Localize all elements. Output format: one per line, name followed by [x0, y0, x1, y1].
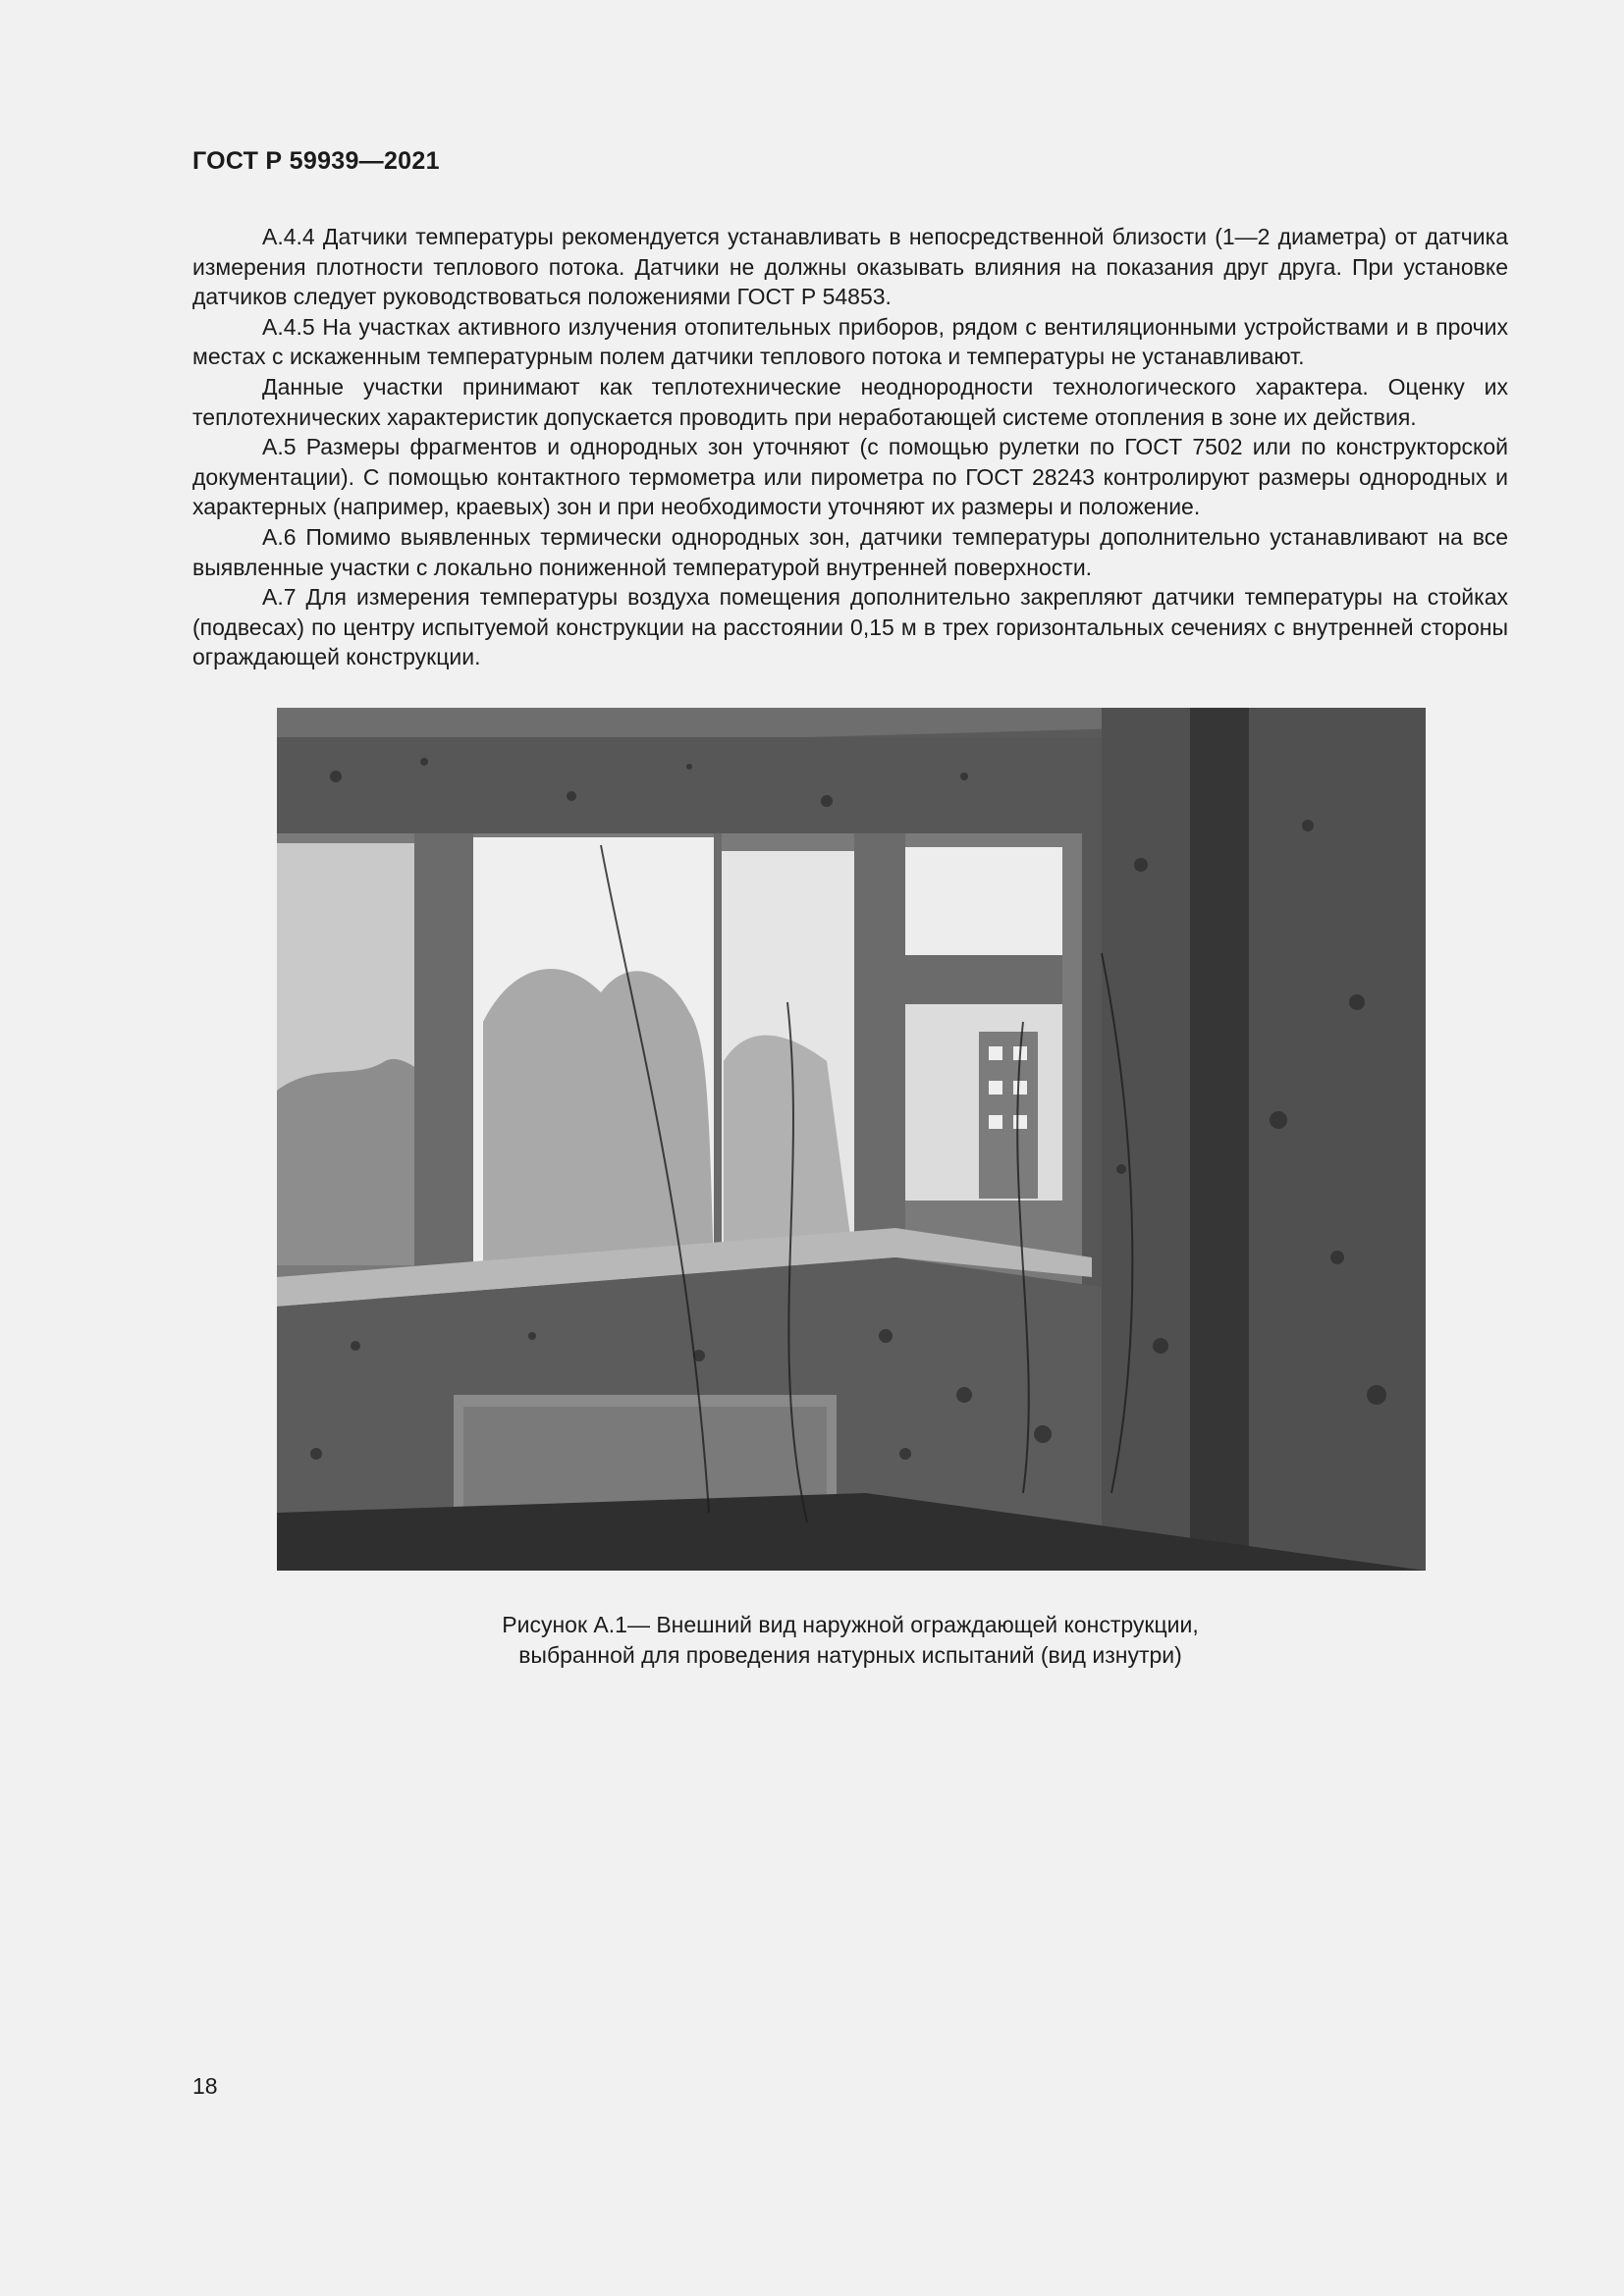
paragraph-a-4-4: А.4.4 Датчики температуры рекомендуется устанавливать в непосредственной близости (1—2 диаметра) от датчика измерения плотности теплового потока. Датчики не должны оказывать влияния на показания друг друга. При установке датчиков следует руководствоваться положениями ГОСТ Р 54853.: [192, 224, 1508, 310]
paragraph-a-7: А.7 Для измерения температуры воздуха помещения дополнительно закрепляют датчики температуры на стойках (подвесах) по центру испытуемой конструкции на расстоянии 0,15 м в трех горизонтальных сечениях с внутренней стороны ограждающей конструкции.: [192, 584, 1508, 670]
body-text: [192, 222, 1508, 672]
caption-line-1: Рисунок А.1— Внешний вид наружной ограждающей конструкции,: [502, 1612, 1199, 1637]
paragraph-inhomogeneity: Данные участки принимают как теплотехнические неоднородности технологического характера. Оценку их теплотехнических характеристик допускается проводить при неработающей системе отопления в зоне их действия.: [192, 373, 1508, 430]
figure-photo: [277, 708, 1426, 1571]
figure-caption: [192, 1610, 1508, 1671]
paragraph-a-6: А.6 Помимо выявленных термически однородных зон, датчики температуры дополнительно устанавливают на все выявленные участки с локально пониженной температурой внутренней поверхности.: [192, 523, 1508, 580]
caption-line-2: выбранной для проведения натурных испытаний (вид изнутри): [518, 1642, 1182, 1668]
room-interior-photo: [277, 708, 1426, 1571]
paragraph-a-4-5: А.4.5 На участках активного излучения отопительных приборов, рядом с вентиляционными устройствами и в прочих местах с искаженным температурным полем датчики теплового потока и температуры не устанавливают.: [192, 313, 1508, 370]
paragraph-a-5: А.5 Размеры фрагментов и однородных зон уточняют (с помощью рулетки по ГОСТ 7502 или по конструкторской документации). С помощью контактного термометра или пирометра по ГОСТ 28243 контролируют размеры однородных и характерных (например, краевых) зон и при необходимости уточняют их размеры и положение.: [192, 434, 1508, 520]
page-number: 18: [192, 2073, 218, 2099]
document-header: ГОСТ Р 59939—2021: [192, 147, 440, 175]
